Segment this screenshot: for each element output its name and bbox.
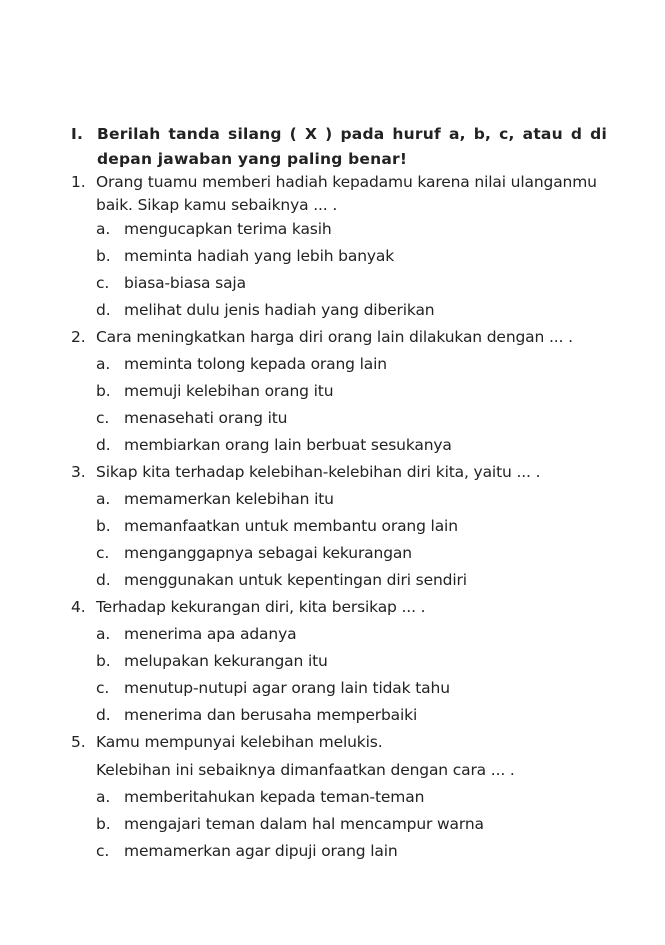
- option-text: mengucapkan terima kasih: [124, 220, 332, 238]
- option-text: melupakan kekurangan itu: [124, 652, 328, 670]
- option-text: meminta tolong kepada orang lain: [124, 355, 387, 373]
- option-text: memberitahukan kepada teman-teman: [124, 788, 425, 806]
- option-text: membiarkan orang lain berbuat sesukanya: [124, 436, 452, 454]
- option-letter: c.: [96, 274, 110, 292]
- option-letter: b.: [96, 247, 111, 265]
- option-text: memuji kelebihan orang itu: [124, 382, 334, 400]
- option-text: menggunakan untuk kepentingan diri sendiri: [124, 571, 467, 589]
- option-letter: a.: [96, 625, 111, 643]
- option-text: biasa-biasa saja: [124, 274, 246, 292]
- option-letter: a.: [96, 220, 111, 238]
- option-text: memamerkan agar dipuji orang lain: [124, 842, 398, 860]
- option-text: memanfaatkan untuk membantu orang lain: [124, 517, 458, 535]
- question-text: Cara meningkatkan harga diri orang lain dilakukan dengan ... .: [96, 328, 573, 346]
- option-letter: a.: [96, 490, 111, 508]
- option-letter: a.: [96, 355, 111, 373]
- option-text: menerima dan berusaha memperbaiki: [124, 706, 418, 724]
- option-text: meminta hadiah yang lebih banyak: [124, 247, 395, 265]
- option-text: memamerkan kelebihan itu: [124, 490, 334, 508]
- section-number: I.: [71, 125, 84, 143]
- option-text: mengajari teman dalam hal mencampur warna: [124, 815, 484, 833]
- question-text: Orang tuamu memberi hadiah kepadamu karena nilai ulanganmu baik. Sikap kamu sebaiknya ... .: [96, 173, 597, 214]
- option-letter: b.: [96, 382, 111, 400]
- question-number: 3.: [71, 463, 86, 481]
- option-text: menganggapnya sebagai kekurangan: [124, 544, 412, 562]
- question-number: 4.: [71, 598, 86, 616]
- option-letter: a.: [96, 788, 111, 806]
- option-text: menasehati orang itu: [124, 409, 288, 427]
- option-letter: c.: [96, 679, 110, 697]
- question-text: Kamu mempunyai kelebihan melukis.: [96, 733, 383, 751]
- option-letter: d.: [96, 706, 111, 724]
- question-text: Sikap kita terhadap kelebihan-kelebihan diri kita, yaitu ... .: [96, 463, 541, 481]
- option-text: menerima apa adanya: [124, 625, 297, 643]
- option-letter: b.: [96, 815, 111, 833]
- option-text: melihat dulu jenis hadiah yang diberikan: [124, 301, 435, 319]
- option-letter: d.: [96, 571, 111, 589]
- option-letter: c.: [96, 409, 110, 427]
- option-letter: d.: [96, 436, 111, 454]
- option-text: menutup-nutupi agar orang lain tidak tahu: [124, 679, 450, 697]
- option-letter: b.: [96, 517, 111, 535]
- question-number: 1.: [71, 173, 86, 191]
- question-number: 2.: [71, 328, 86, 346]
- option-letter: d.: [96, 301, 111, 319]
- question-text: Terhadap kekurangan diri, kita bersikap ... .: [96, 598, 426, 616]
- option-letter: b.: [96, 652, 111, 670]
- question-continuation-text: Kelebihan ini sebaiknya dimanfaatkan dengan cara ... .: [96, 761, 515, 779]
- option-letter: c.: [96, 842, 110, 860]
- option-letter: c.: [96, 544, 110, 562]
- section-instruction: Berilah tanda silang ( X ) pada huruf a, b, c, atau d di depan jawaban yang paling benar!: [97, 125, 607, 168]
- question-number: 5.: [71, 733, 86, 751]
